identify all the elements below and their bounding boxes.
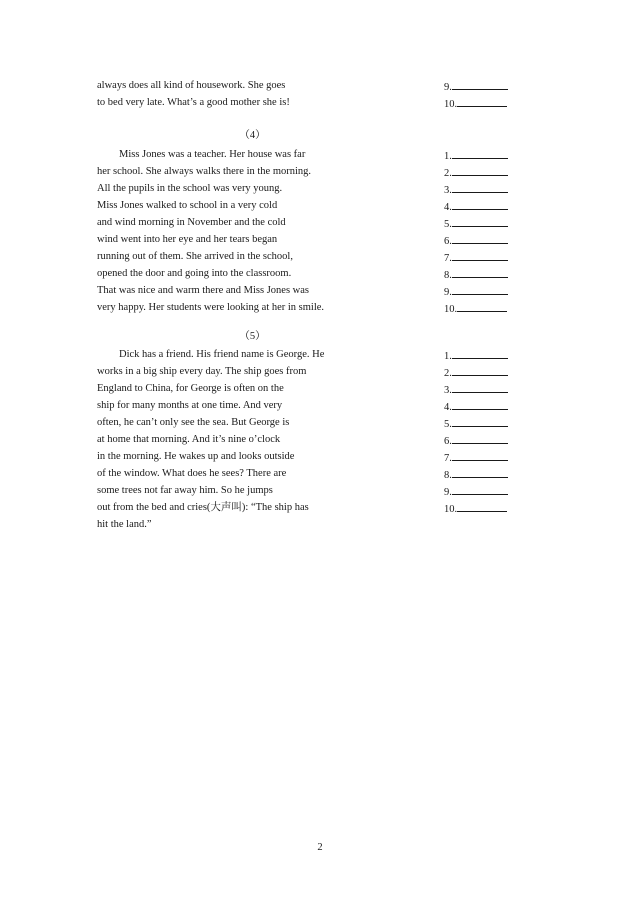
answer-blank[interactable] [444, 233, 508, 248]
answer-blank[interactable] [444, 216, 508, 231]
blank-line [452, 450, 508, 461]
answer-blank[interactable] [444, 433, 508, 448]
blank-line [452, 148, 508, 159]
text-line: running out of them. She arrived in the school, [97, 251, 293, 262]
blank-line [452, 284, 508, 295]
answer-blank[interactable] [444, 382, 508, 397]
blank-line [452, 233, 508, 244]
answer-number: 7. [444, 253, 452, 264]
answer-number: 4. [444, 402, 452, 413]
answer-number: 2. [444, 368, 452, 379]
blank-line [452, 267, 508, 278]
page-number: 2 [317, 842, 323, 853]
answer-blank[interactable] [444, 199, 508, 214]
answer-blank[interactable] [444, 96, 507, 111]
blank-line [452, 382, 508, 393]
answer-blank[interactable] [444, 365, 508, 380]
answer-number: 3. [444, 385, 452, 396]
blank-line [452, 433, 508, 444]
answer-number: 10. [444, 504, 458, 515]
text-line: at home that morning. And it’s nine o’clock [97, 434, 281, 445]
answer-number: 9. [444, 82, 452, 93]
answer-number: 4. [444, 202, 452, 213]
answer-number: 6. [444, 436, 452, 447]
text-line: in the morning. He wakes up and looks outside [97, 451, 295, 462]
section-heading: （5） [239, 331, 266, 342]
text-line: often, he can’t only see the sea. But George is [97, 417, 290, 428]
answer-number: 8. [444, 470, 452, 481]
answer-number: 5. [444, 419, 452, 430]
blank-line [452, 250, 508, 261]
answer-blank[interactable] [444, 501, 507, 516]
text-line: opened the door and going into the classroom. [97, 268, 292, 279]
blank-line [452, 165, 508, 176]
blank-line [452, 399, 508, 410]
text-line: out from the bed and cries(大声叫): “The ship has [97, 502, 309, 513]
text-line: ship for many months at one time. And very [97, 400, 283, 411]
text-line: of the window. What does he sees? There are [97, 468, 287, 479]
answer-number: 10. [444, 304, 458, 315]
blank-line [457, 501, 507, 512]
text-line: to bed very late. What’s a good mother she is! [97, 97, 290, 108]
text-line: Miss Jones walked to school in a very cold [97, 200, 278, 211]
answer-number: 10. [444, 99, 458, 110]
blank-line [452, 467, 508, 478]
answer-blank[interactable] [444, 348, 508, 363]
answer-blank[interactable] [444, 399, 508, 414]
text-line: and wind morning in November and the cold [97, 217, 286, 228]
answer-number: 8. [444, 270, 452, 281]
answer-number: 9. [444, 287, 452, 298]
blank-line [452, 484, 508, 495]
text-line: England to China, for George is often on the [97, 383, 284, 394]
text-line: works in a big ship every day. The ship goes from [97, 366, 307, 377]
text-line: wind went into her eye and her tears began [97, 234, 278, 245]
answer-blank[interactable] [444, 250, 508, 265]
blank-line [452, 216, 508, 227]
answer-blank[interactable] [444, 165, 508, 180]
answer-number: 1. [444, 151, 452, 162]
answer-blank[interactable] [444, 148, 508, 163]
answer-blank[interactable] [444, 416, 508, 431]
blank-line [452, 79, 508, 90]
answer-number: 6. [444, 236, 452, 247]
text-line: very happy. Her students were looking at her in smile. [97, 302, 325, 313]
section-heading: （4） [239, 130, 266, 141]
answer-blank[interactable] [444, 450, 508, 465]
text-line: some trees not far away him. So he jumps [97, 485, 273, 496]
text-line: Dick has a friend. His friend name is George. He [119, 349, 325, 360]
blank-line [457, 301, 507, 312]
answer-blank[interactable] [444, 267, 508, 282]
answer-blank[interactable] [444, 467, 508, 482]
answer-blank[interactable] [444, 79, 508, 94]
blank-line [457, 96, 507, 107]
answer-number: 7. [444, 453, 452, 464]
text-line: her school. She always walks there in the morning. [97, 166, 312, 177]
text-line: always does all kind of housework. She goes [97, 80, 286, 91]
answer-blank[interactable] [444, 484, 508, 499]
blank-line [452, 416, 508, 427]
blank-line [452, 348, 508, 359]
blank-line [452, 199, 508, 210]
blank-line [452, 182, 508, 193]
text-line: Miss Jones was a teacher. Her house was far [119, 149, 306, 160]
text-line: All the pupils in the school was very young. [97, 183, 283, 194]
blank-line [452, 365, 508, 376]
answer-blank[interactable] [444, 284, 508, 299]
answer-number: 1. [444, 351, 452, 362]
answer-blank[interactable] [444, 182, 508, 197]
answer-number: 2. [444, 168, 452, 179]
answer-number: 3. [444, 185, 452, 196]
answer-number: 5. [444, 219, 452, 230]
answer-blank[interactable] [444, 301, 507, 316]
text-line: That was nice and warm there and Miss Jones was [97, 285, 309, 296]
text-line: hit the land.” [97, 519, 152, 530]
answer-number: 9. [444, 487, 452, 498]
